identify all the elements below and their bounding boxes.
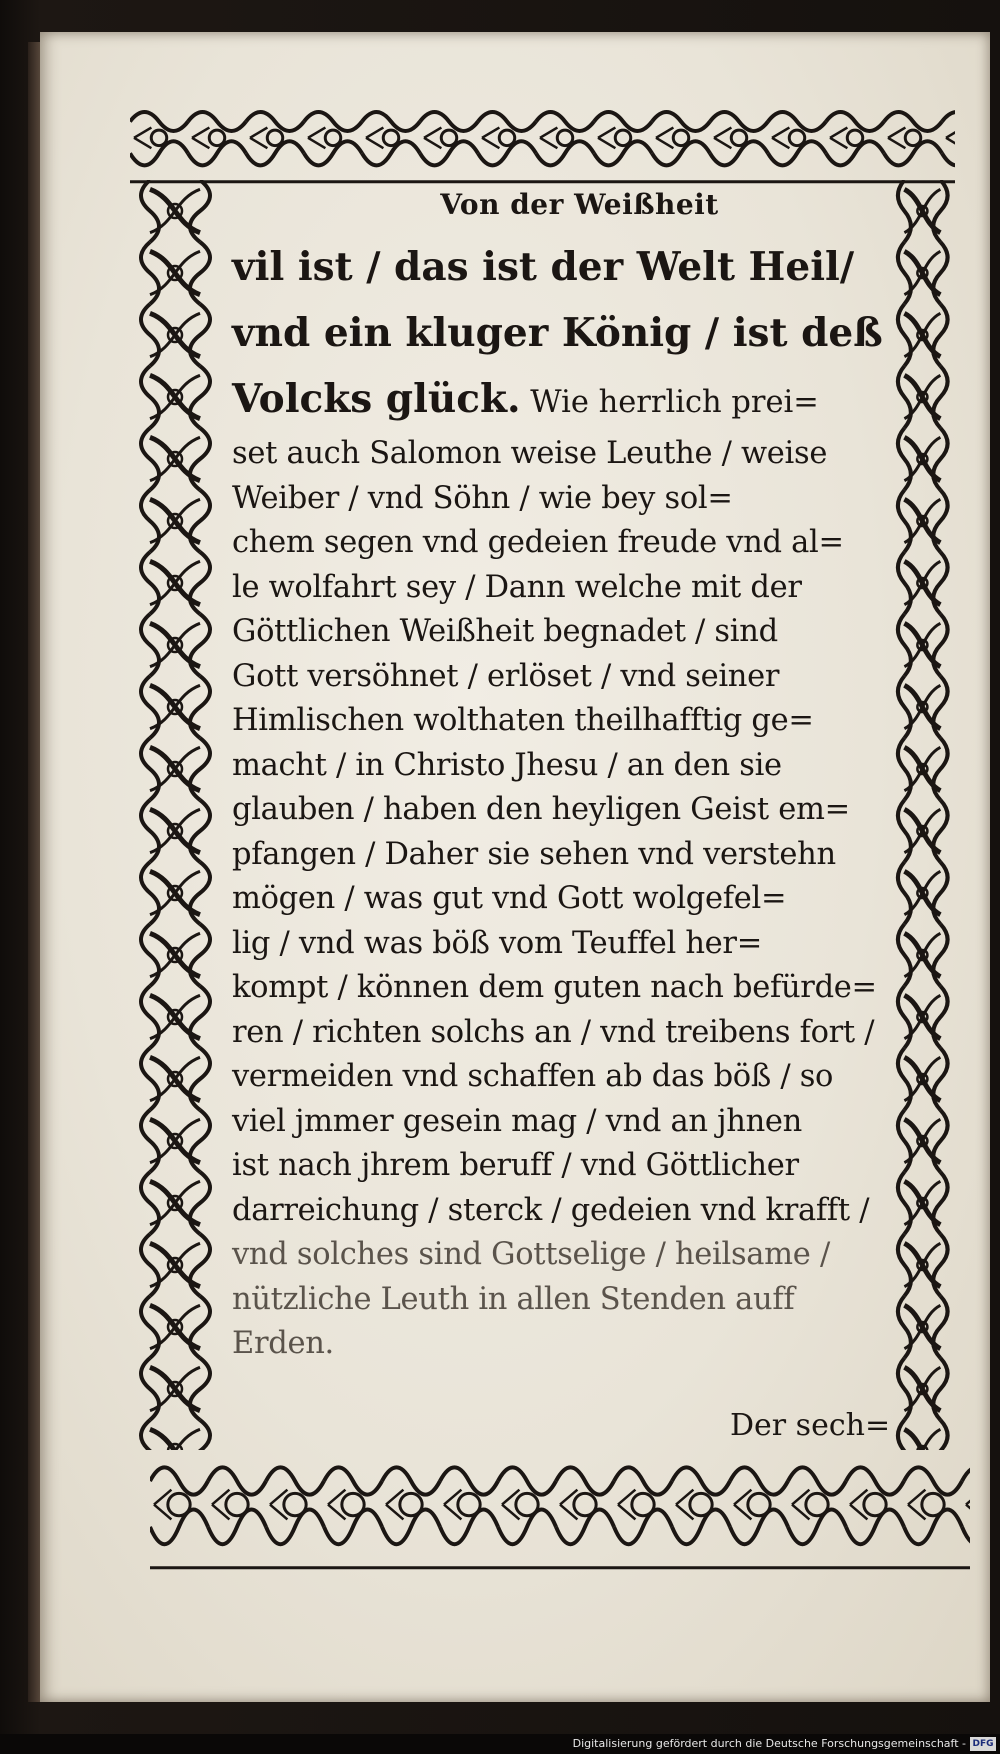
catchword: Der sech= bbox=[730, 1408, 891, 1443]
text-line-main: Volcks glück. bbox=[232, 376, 521, 422]
text-line bbox=[232, 610, 887, 655]
text-line bbox=[232, 521, 887, 566]
text-line bbox=[232, 234, 887, 300]
ornament-border-left bbox=[130, 180, 230, 1450]
text-line-main: darreichung / sterck / gedeien vnd krafft / bbox=[232, 1192, 870, 1228]
text-line-main: vnd ein kluger König / ist deß bbox=[232, 310, 883, 356]
text-line bbox=[232, 1055, 887, 1100]
dfg-logo-icon: DFG bbox=[970, 1737, 996, 1751]
text-line-main: Gott versöhnet / erlöset / vnd seiner bbox=[232, 658, 780, 694]
body-text bbox=[232, 234, 887, 1367]
running-head: Von der Weißheit bbox=[440, 188, 719, 221]
text-line-main: lig / vnd was böß vom Teuffel her= bbox=[232, 925, 762, 961]
text-line bbox=[232, 966, 887, 1011]
text-line-main: Weiber / vnd Söhn / wie bey sol= bbox=[232, 480, 733, 516]
text-line bbox=[232, 744, 887, 789]
text-line-main: vil ist / das ist der Welt Heil/ bbox=[232, 244, 855, 290]
text-line-main: ren / richten solchs an / vnd treibens fort / bbox=[232, 1014, 875, 1050]
text-line bbox=[232, 922, 887, 967]
text-line bbox=[232, 788, 887, 833]
text-line-main: Göttlichen Weißheit begnadet / sind bbox=[232, 614, 778, 649]
text-line-main: Himlischen wolthaten theilhafftig ge= bbox=[232, 703, 814, 738]
text-line bbox=[232, 655, 887, 700]
text-line bbox=[232, 1144, 887, 1189]
ornament-border-bottom bbox=[150, 1450, 970, 1574]
text-line-main: chem segen vnd gedeien freude vnd al= bbox=[232, 525, 844, 560]
text-line-main: glauben / haben den heyligen Geist em= bbox=[232, 792, 850, 827]
text-line bbox=[232, 432, 887, 477]
text-line bbox=[232, 1189, 887, 1234]
text-line-main: Erden. bbox=[232, 1326, 334, 1361]
text-line-main: nützliche Leuth in allen Stenden auff bbox=[232, 1281, 795, 1317]
ornament-border-right bbox=[890, 180, 962, 1450]
text-line-main: le wolfahrt sey / Dann welche mit der bbox=[232, 569, 802, 605]
text-line bbox=[232, 477, 887, 522]
text-line bbox=[232, 1322, 887, 1367]
text-line bbox=[232, 300, 887, 366]
text-line-main: viel jmmer gesein mag / vnd an jhnen bbox=[232, 1103, 803, 1139]
text-line bbox=[232, 1233, 887, 1278]
text-line-main: macht / in Christo Jhesu / an den sie bbox=[232, 747, 782, 783]
text-line bbox=[232, 366, 887, 432]
text-line-main: ist nach jhrem beruff / vnd Göttlicher bbox=[232, 1148, 799, 1183]
ornament-border-top bbox=[130, 100, 955, 186]
text-line bbox=[232, 699, 887, 744]
text-line bbox=[232, 877, 887, 922]
text-line bbox=[232, 566, 887, 611]
text-line-main: vermeiden vnd schaffen ab das böß / so bbox=[232, 1059, 834, 1094]
text-line-tail: Wie herrlich prei= bbox=[520, 385, 819, 420]
text-line-main: set auch Salomon weise Leuthe / weise bbox=[232, 436, 828, 471]
text-block bbox=[232, 188, 887, 1367]
text-line bbox=[232, 833, 887, 878]
text-line-main: mögen / was gut vnd Gott wolgefel= bbox=[232, 881, 787, 916]
text-line-main: pfangen / Daher sie sehen vnd verstehn bbox=[232, 836, 836, 872]
funding-credit: Digitalisierung gefördert durch die Deutsche Forschungsgemeinschaft - bbox=[572, 1737, 966, 1750]
text-line-main: vnd solches sind Gottselige / heilsame / bbox=[232, 1237, 830, 1272]
text-line-main: kompt / können dem guten nach befürde= bbox=[232, 970, 877, 1005]
text-line bbox=[232, 1100, 887, 1145]
text-line bbox=[232, 1011, 887, 1056]
text-line bbox=[232, 1278, 887, 1323]
